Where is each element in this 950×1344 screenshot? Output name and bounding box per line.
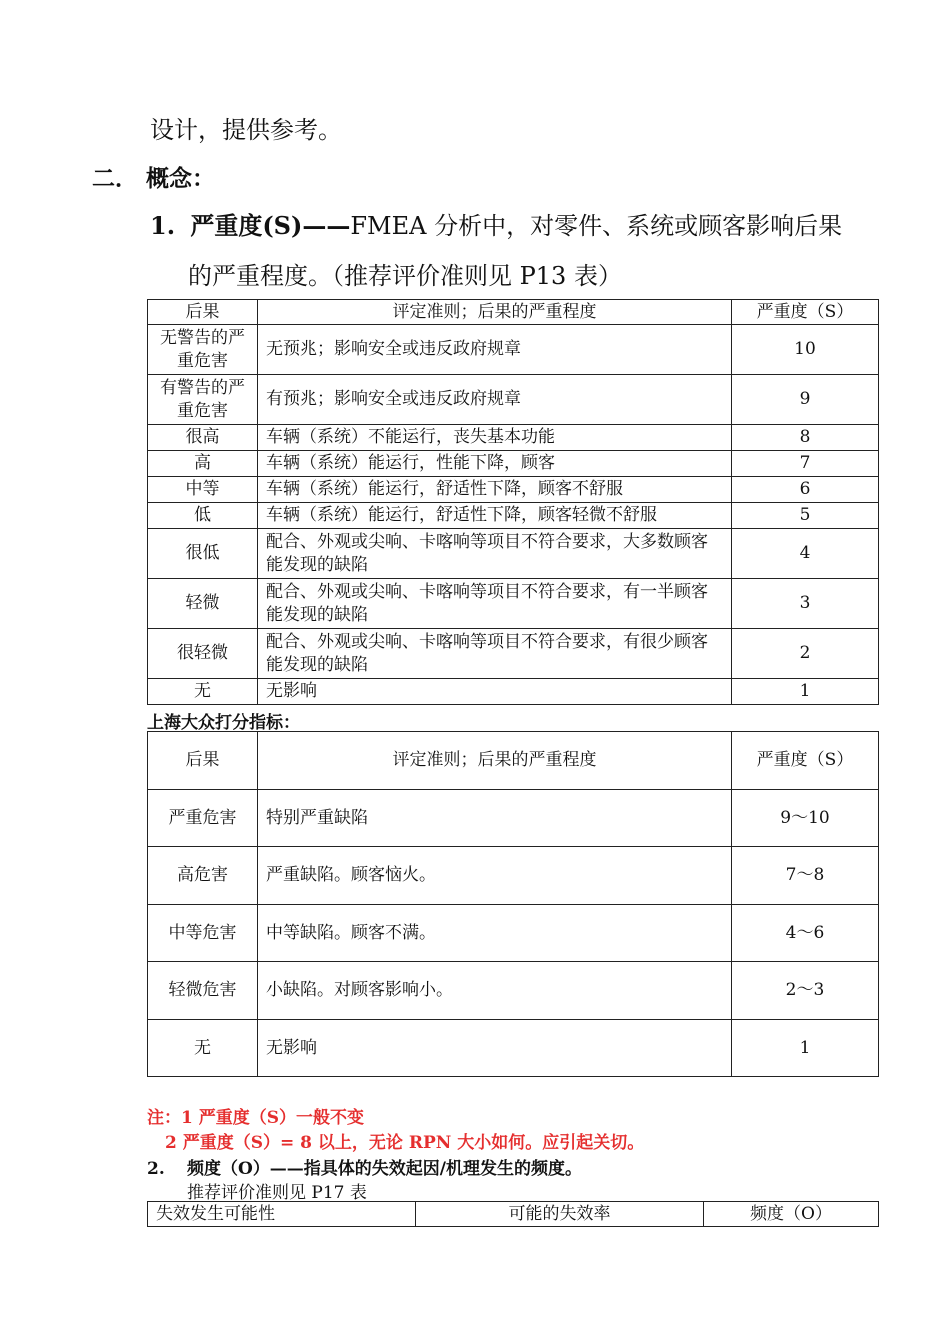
- severity-definition: [150, 206, 842, 241]
- row-criteria: 无影响: [258, 1020, 732, 1077]
- header-severity: 严重度（S）: [732, 732, 879, 790]
- row-effect: 很高: [148, 425, 258, 451]
- row-effect: 很轻微: [148, 629, 258, 679]
- table-row: [148, 451, 879, 477]
- table-header-row: [148, 1202, 879, 1227]
- occurrence-reference: 推荐评价准则见 P17 表: [187, 1183, 367, 1203]
- row-criteria: 无影响: [258, 679, 732, 705]
- row-score: 7: [732, 451, 879, 477]
- table-row: [148, 425, 879, 451]
- severity-number: 1.: [150, 211, 176, 240]
- row-criteria: 车辆（系统）不能运行，丧失基本功能: [258, 425, 732, 451]
- row-score: 2: [732, 629, 879, 679]
- table-row: [148, 629, 879, 679]
- row-effect: 高: [148, 451, 258, 477]
- row-criteria: 配合、外观或尖响、卡喀响等项目不符合要求，大多数顾客能发现的缺陷: [258, 529, 732, 579]
- row-criteria: 中等缺陷。顾客不满。: [258, 905, 732, 962]
- row-criteria: 车辆（系统）能运行，舒适性下降，顾客轻微不舒服: [258, 503, 732, 529]
- row-score: 4～6: [732, 905, 879, 962]
- row-score: 9～10: [732, 790, 879, 847]
- row-score: 3: [732, 579, 879, 629]
- occurrence-text: 频度（O）——指具体的失效起因/机理发生的频度。: [187, 1159, 583, 1179]
- occurrence-criteria-table: [147, 1201, 879, 1227]
- row-effect: 中等: [148, 477, 258, 503]
- table-row: [148, 375, 879, 425]
- note-line-2: 2 严重度（S）= 8 以上，无论 RPN 大小如何。应引起关切。: [165, 1133, 645, 1153]
- table-row: [148, 1020, 879, 1077]
- table-row: [148, 847, 879, 905]
- row-effect: 有警告的严重危害: [148, 375, 258, 425]
- svw-severity-table: [147, 731, 879, 1077]
- table-row: [148, 579, 879, 629]
- row-score: 6: [732, 477, 879, 503]
- header-severity: 严重度（S）: [732, 300, 879, 325]
- table-row: [148, 529, 879, 579]
- severity-text-line2: 的严重程度。（推荐评价准则见 P13 表）: [188, 262, 622, 290]
- row-score: 4: [732, 529, 879, 579]
- row-criteria: 小缺陷。对顾客影响小。: [258, 962, 732, 1020]
- header-failure-rate: 可能的失效率: [416, 1202, 704, 1227]
- table-row: [148, 325, 879, 375]
- row-effect: 低: [148, 503, 258, 529]
- table-row: [148, 790, 879, 847]
- header-occurrence: 频度（O）: [704, 1202, 879, 1227]
- row-effect: 无: [148, 1020, 258, 1077]
- row-effect: 轻微危害: [148, 962, 258, 1020]
- row-effect: 无警告的严重危害: [148, 325, 258, 375]
- row-criteria: 车辆（系统）能运行，性能下降，顾客: [258, 451, 732, 477]
- table-header-row: [148, 300, 879, 325]
- row-effect: 很低: [148, 529, 258, 579]
- intro-text: 设计，提供参考。: [150, 116, 342, 144]
- row-score: 8: [732, 425, 879, 451]
- row-criteria: 有预兆；影响安全或违反政府规章: [258, 375, 732, 425]
- note-line-1: 注：1 严重度（S）一般不变: [147, 1108, 365, 1128]
- header-effect: 后果: [148, 732, 258, 790]
- svw-scoring-label: 上海大众打分指标：: [147, 713, 300, 733]
- row-score: 1: [732, 1020, 879, 1077]
- row-criteria: 无预兆；影响安全或违反政府规章: [258, 325, 732, 375]
- table-row: [148, 503, 879, 529]
- row-criteria: 配合、外观或尖响、卡喀响等项目不符合要求，有很少顾客能发现的缺陷: [258, 629, 732, 679]
- severity-text-line1: FMEA 分析中，对零件、系统或顾客影响后果: [350, 212, 843, 240]
- header-criteria: 评定准则；后果的严重程度: [258, 300, 732, 325]
- table-header-row: [148, 732, 879, 790]
- header-criteria: 评定准则；后果的严重程度: [258, 732, 732, 790]
- row-effect: 中等危害: [148, 905, 258, 962]
- row-score: 9: [732, 375, 879, 425]
- severity-term: 严重度(S)——: [190, 211, 351, 240]
- row-effect: 无: [148, 679, 258, 705]
- table-row: [148, 477, 879, 503]
- header-effect: 后果: [148, 300, 258, 325]
- row-effect: 高危害: [148, 847, 258, 905]
- row-effect: 轻微: [148, 579, 258, 629]
- row-criteria: 特别严重缺陷: [258, 790, 732, 847]
- row-score: 2～3: [732, 962, 879, 1020]
- row-criteria: 配合、外观或尖响、卡喀响等项目不符合要求，有一半顾客能发现的缺陷: [258, 579, 732, 629]
- row-score: 7～8: [732, 847, 879, 905]
- table-row: [148, 905, 879, 962]
- table-row: [148, 679, 879, 705]
- row-criteria: 车辆（系统）能运行，舒适性下降，顾客不舒服: [258, 477, 732, 503]
- occurrence-number: 2.: [147, 1159, 165, 1179]
- section-heading: 二． 概念：: [92, 165, 216, 192]
- severity-criteria-table: [147, 299, 879, 705]
- occurrence-definition: [147, 1154, 582, 1179]
- row-criteria: 严重缺陷。顾客恼火。: [258, 847, 732, 905]
- row-effect: 严重危害: [148, 790, 258, 847]
- table-row: [148, 962, 879, 1020]
- header-likelihood: 失效发生可能性: [148, 1202, 416, 1227]
- row-score: 10: [732, 325, 879, 375]
- row-score: 1: [732, 679, 879, 705]
- row-score: 5: [732, 503, 879, 529]
